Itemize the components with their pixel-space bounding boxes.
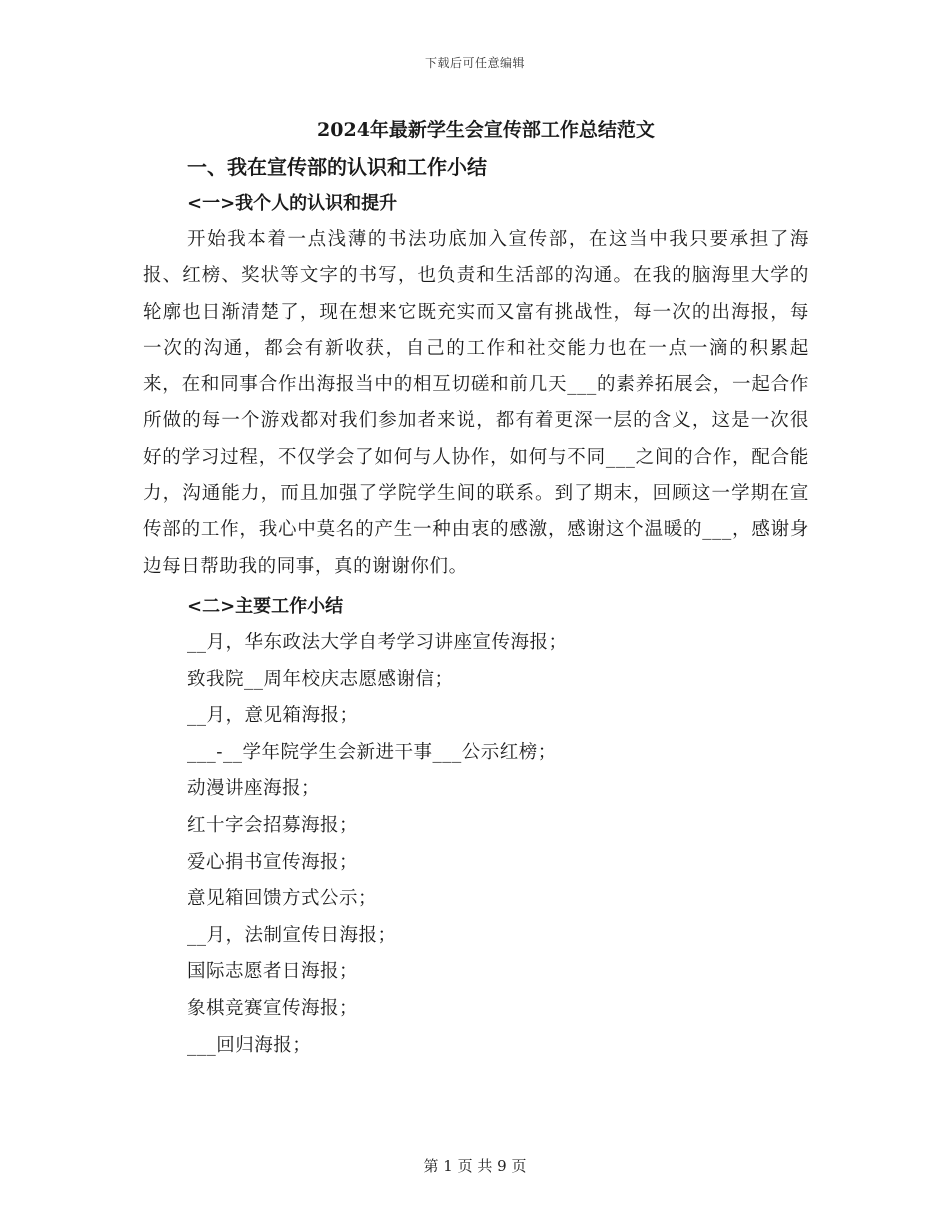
- list-item: 致我院__周年校庆志愿感谢信；: [187, 668, 454, 690]
- list-item: 爱心捐书宣传海报；: [187, 851, 359, 873]
- subsection-heading-1: <一>我个人的认识和提升: [187, 193, 398, 214]
- list-item: __月，法制宣传日海报；: [187, 924, 397, 946]
- document-body: [143, 112, 809, 1064]
- work-item-list: [143, 625, 809, 1064]
- list-item: 红十字会招募海报；: [187, 814, 359, 836]
- subsection-heading-2: <二>主要工作小结: [187, 595, 344, 617]
- list-item: 意见箱回馈方式公示；: [187, 888, 378, 910]
- section-heading: 一、我在宣传部的认识和工作小结: [187, 155, 487, 179]
- body-paragraph: 开始我本着一点浅薄的书法功底加入宣传部，在这当中我只要承担了海报、红榜、奖状等文字的书写，也负责和生活部的沟通。在我的脑海里大学的轮廓也日渐清楚了，现在想来它既充实而又富有挑战性，每一次的出海报，每一次的沟通，都会有新收获，自己的工作和社交能力也在一点一滴的积累起来，在和同事合作出海报当中的相互切磋和前几天___的素养拓展会，一起合作所做的每一个游戏都对我们参加者来说，都有着更深一层的含义，这是一次很好的学习过程，不仅学会了如何与人协作，如何与不同___之间的合作，配合能力，沟通能力，而且加强了学院学生间的联系。到了期末，回顾这一学期在宣传部的工作，我心中莫名的产生一种由衷的感激，感谢这个温暖的___，感谢身边每日帮助我的同事，真的谢谢你们。: [143, 229, 809, 577]
- page-number: 第 1 页 共 9 页: [423, 1157, 527, 1175]
- list-item: __月，华东政法大学自考学习讲座宣传海报；: [187, 631, 568, 653]
- list-item: 国际志愿者日海报；: [187, 961, 359, 983]
- list-item: 动漫讲座海报；: [187, 778, 321, 800]
- list-item: 象棋竞赛宣传海报；: [187, 997, 359, 1019]
- header-note: 下载后可任意编辑: [424, 56, 525, 70]
- list-item: ___回归海报；: [187, 1034, 312, 1056]
- document-title: 2024年最新学生会宣传部工作总结范文: [317, 119, 655, 141]
- list-item: __月，意见箱海报；: [187, 705, 359, 727]
- list-item: ___-__学年院学生会新进干事___公示红榜；: [187, 741, 557, 763]
